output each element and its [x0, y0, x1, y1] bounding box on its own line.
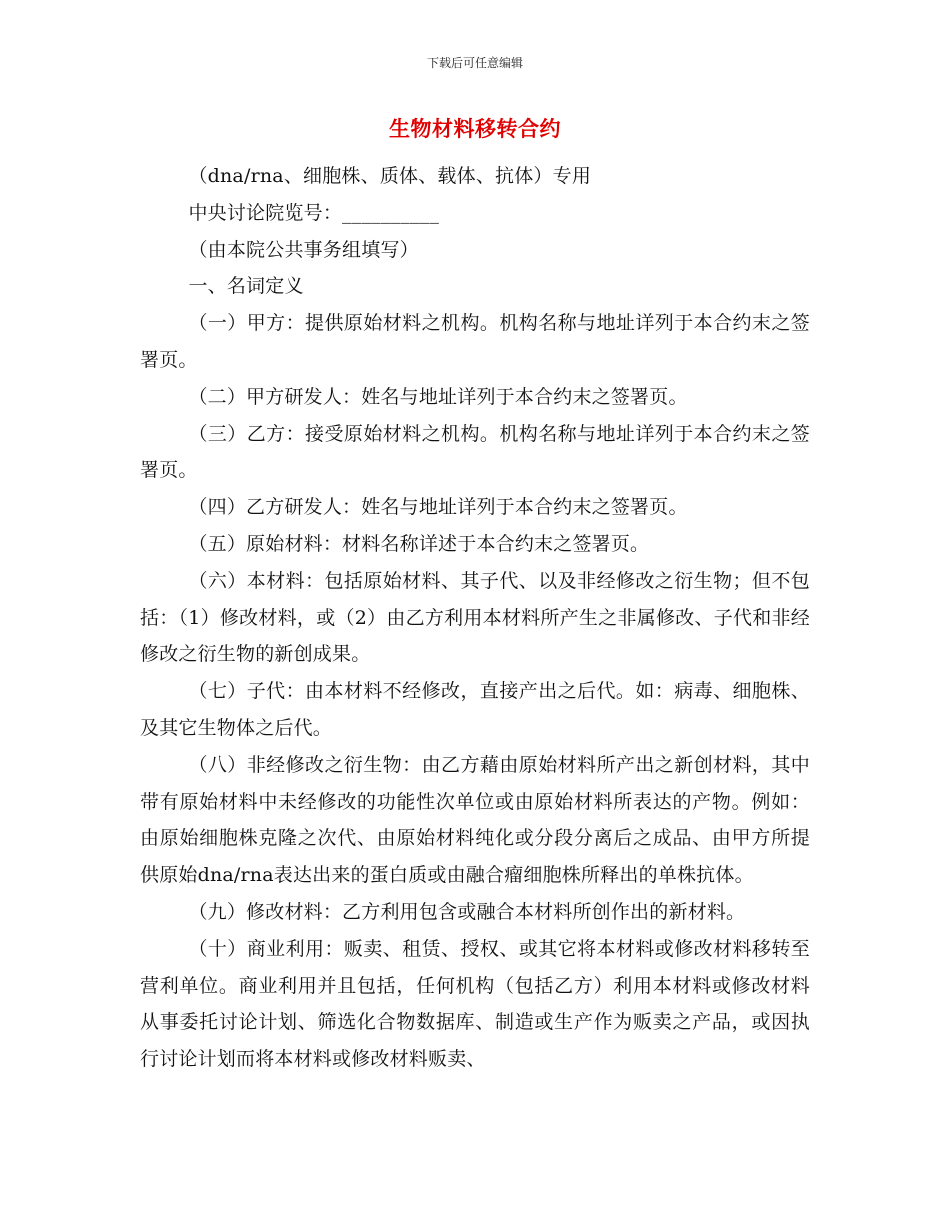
section-heading-definitions: 一、名词定义 [188, 275, 304, 298]
definition-unmodified-derivative: （八）非经修改之衍生物：由乙方藉由原始材料所产出之新创材料，其中带有原始材料中未经修改的功能性次单位或由原始材料所表达的产物。例如：由原始细胞株克隆之次代、由原始材料纯化或分段分离后之成品、由甲方所提供原始dna/rna表达出来的蛋白质或由融合瘤细胞株所释出的单株抗体。 [140, 753, 810, 887]
definition-party-b-researcher: （四）乙方研发人：姓名与地址详列于本合约末之签署页。 [188, 496, 688, 519]
paragraph-reference-number: 中央讨论院览号：__________ [188, 201, 440, 224]
document-title: 生物材料移转合约 [389, 116, 561, 141]
paragraph-scope: （dna/rna、细胞株、质体、载体、抗体）专用 [188, 165, 592, 187]
page-header-note: 下载后可任意编辑 [426, 56, 523, 70]
definition-commercial-use: （十）商业利用：贩卖、租赁、授权、或其它将本材料或修改材料移转至营利单位。商业利用并且包括，任何机构（包括乙方）利用本材料或修改材料从事委托讨论计划、筛选化合物数据库、制造或生产作为贩卖之产品，或因执行讨论计划而将本材料或修改材料贩卖、 [140, 937, 810, 1071]
definition-party-a-researcher: （二）甲方研发人：姓名与地址详列于本合约末之签署页。 [188, 385, 688, 408]
document-body [140, 158, 810, 1078]
paragraph-fill-note: （由本院公共事务组填写） [188, 238, 419, 261]
definition-original-material: （五）原始材料：材料名称详述于本合约末之签署页。 [188, 532, 650, 555]
definition-party-a: （一）甲方：提供原始材料之机构。机构名称与地址详列于本合约末之签署页。 [140, 312, 810, 371]
definition-material: （六）本材料：包括原始材料、其子代、以及非经修改之衍生物；但不包括：（1）修改材料，或（2）由乙方利用本材料所产生之非属修改、子代和非经修改之衍生物的新创成果。 [140, 569, 810, 666]
definition-progeny: （七）子代：由本材料不经修改，直接产出之后代。如：病毒、细胞株、及其它生物体之后代。 [140, 680, 810, 739]
definition-modified-material: （九）修改材料：乙方利用包含或融合本材料所创作出的新材料。 [188, 900, 746, 923]
definition-party-b: （三）乙方：接受原始材料之机构。机构名称与地址详列于本合约末之签署页。 [140, 422, 810, 482]
